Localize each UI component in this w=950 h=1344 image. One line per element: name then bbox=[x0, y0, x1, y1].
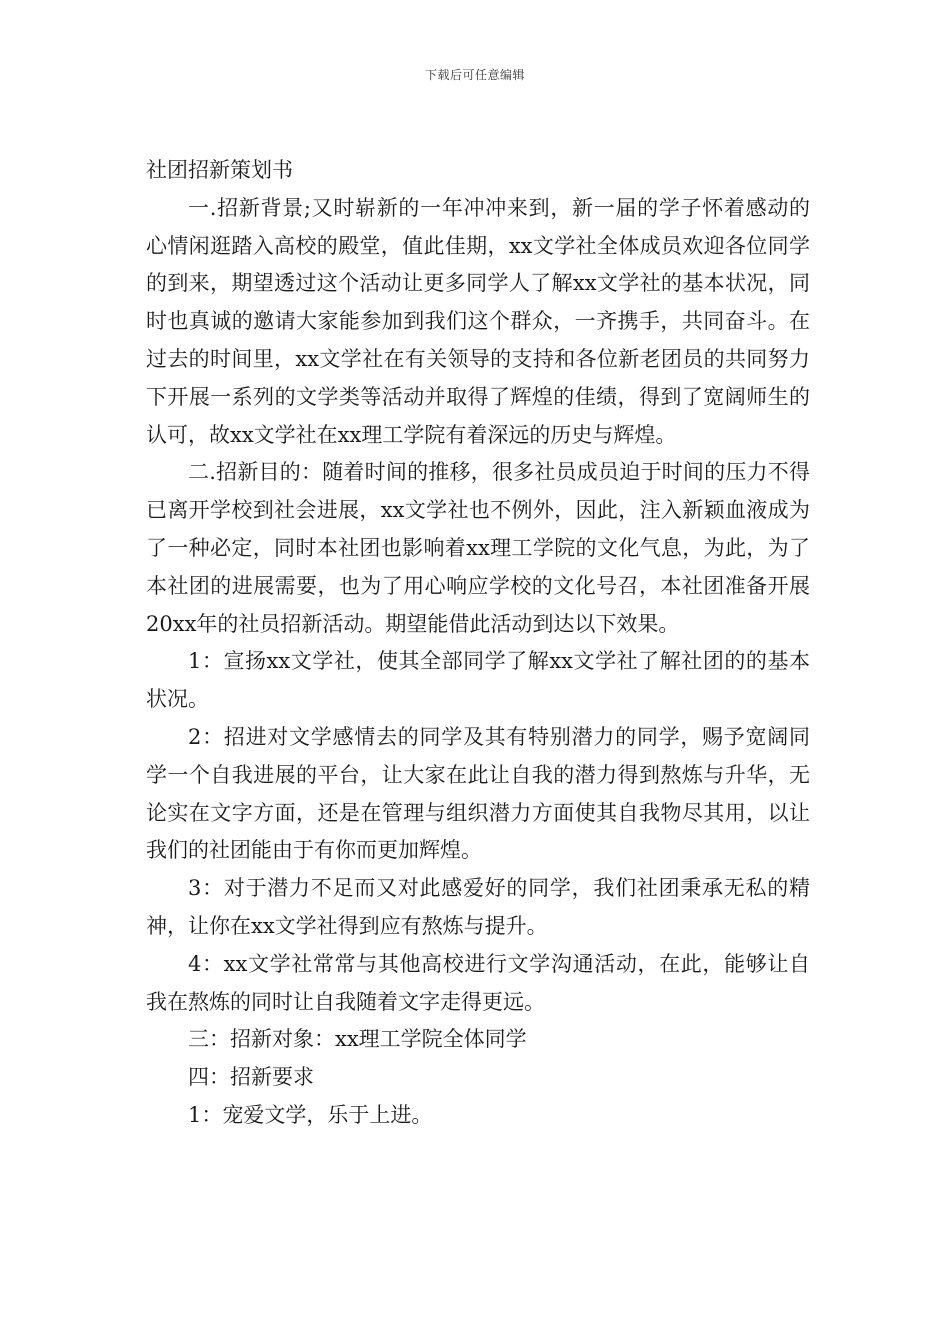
paragraph-target: 三：招新对象：xx理工学院全体同学 bbox=[188, 1027, 527, 1052]
paragraph-effect-2: 2：招进对文学感情去的同学及其有特别潜力的同学，赐予宽阔同学一个自我进展的平台，让大家在此让自我的潜力得到熬炼与升华，无论实在文字方面，还是在管理与组织潜力方面使其自我物尽其用，以让我们的社团能由于有你而更加辉煌。 bbox=[146, 724, 810, 863]
paragraph-background: 一.招新背景;又时崭新的一年冲冲来到，新一届的学子怀着感动的心情闲逛踏入高校的殿堂，值此佳期，xx文学社全体成员欢迎各位同学的到来，期望透过这个活动让更多同学人了解xx文学社的基本状况，同时也真诚的邀请大家能参加到我们这个群众，一齐携手，共同奋斗。在过去的时间里，xx文学社在有关领导的支持和各位新老团员的共同努力下开展一系列的文学类等活动并取得了辉煌的佳绩，得到了宽阔师生的认可，故xx文学社在xx理工学院有着深远的历史与辉煌。 bbox=[146, 195, 810, 447]
paragraph-purpose: 二.招新目的：随着时间的推移，很多社员成员迫于时间的压力不得已离开学校到社会进展，xx文学社也不例外，因此，注入新颖血液成为了一种必定，同时本社团也影响着xx理工学院的文化气息，为此，为了本社团的进展需要，也为了用心响应学校的文化号召，本社团准备开展20xx年的社员招新活动。期望能借此活动到达以下效果。 bbox=[146, 460, 810, 636]
paragraph-effect-1: 1：宣扬xx文学社，使其全部同学了解xx文学社了解社团的的基本状况。 bbox=[146, 649, 810, 712]
document-title: 社团招新策划书 bbox=[146, 158, 293, 182]
paragraph-effect-4: 4：xx文学社常常与其他高校进行文学沟通活动，在此，能够让自我在熬炼的同时让自我随着文字走得更远。 bbox=[146, 951, 810, 1014]
document-body bbox=[146, 152, 810, 1135]
paragraph-requirement-1: 1：宠爱文学，乐于上进。 bbox=[188, 1102, 433, 1127]
paragraph-effect-3: 3：对于潜力不足而又对此感爱好的同学，我们社团秉承无私的精神，让你在xx文学社得到应有熬炼与提升。 bbox=[146, 876, 810, 938]
paragraph-requirements-heading: 四：招新要求 bbox=[188, 1065, 314, 1090]
header-note: 下载后可任意编辑 bbox=[424, 68, 525, 82]
